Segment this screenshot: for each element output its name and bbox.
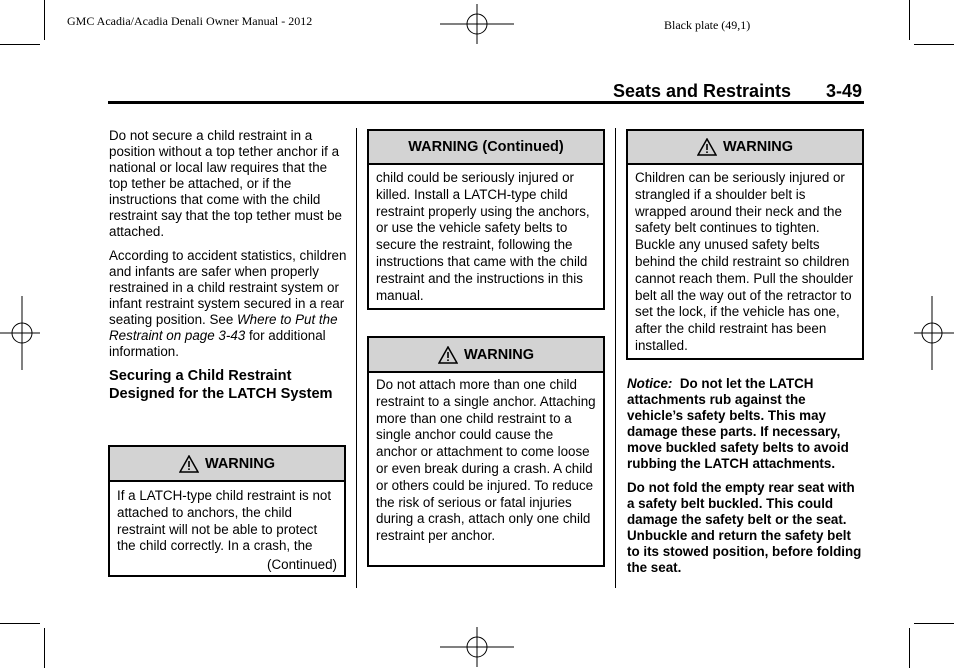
- cross-reference: Where to Put the Restraint on page 3-43: [109, 312, 338, 343]
- header-rule: [108, 101, 864, 104]
- warning-box: [108, 445, 346, 577]
- paragraph-text: for additional information.: [109, 328, 326, 359]
- warning-body: Do not attach more than one child restraint to a single anchor. Attaching more than one child restraint to a single anchor could cause the anchor or attachment to come loose or even break during a crash. A child or others could be injured. To reduce the risk of serious or fatal injuries during a crash, attach only one child restraint per anchor.: [376, 377, 596, 544]
- warning-title: WARNING: [463, 346, 535, 363]
- manual-title: GMC Acadia/Acadia Denali Owner Manual - 2012: [67, 14, 313, 28]
- warning-box: [367, 336, 605, 567]
- paragraph: [109, 248, 349, 360]
- warning-continued-box: [367, 129, 605, 310]
- crosshair-registration-icon: [914, 296, 954, 370]
- notice-section: [627, 376, 863, 584]
- warning-title: WARNING: [204, 455, 276, 472]
- crop-mark: [0, 44, 40, 45]
- warning-header: [110, 447, 344, 482]
- crop-mark: [0, 623, 40, 624]
- warning-header: WARNING (Continued): [369, 131, 603, 165]
- crop-mark: [909, 0, 910, 40]
- notice-label: Notice:: [627, 376, 673, 391]
- warning-triangle-icon: [438, 346, 458, 364]
- warning-body: If a LATCH-type child restraint is not attached to anchors, the child restraint will not be able to protect the child correctly. In a crash, the: [117, 488, 332, 554]
- column-divider: [615, 128, 616, 588]
- notice-text: Do not let the LATCH attachments rub against the vehicle’s safety belts. This may damage these parts. If necessary, move buckled safety belts to avoid rubbing the LATCH attachments.: [627, 376, 849, 471]
- page-number: 3-49: [826, 81, 863, 101]
- crosshair-registration-icon: [440, 627, 514, 667]
- paragraph-text: According to accident statistics, children and infants are safer when properly restrained in a child restraint system or infant restraint system secured in a rear seating position. See: [109, 248, 347, 327]
- warning-body: Children can be seriously injured or strangled if a shoulder belt is wrapped around their neck and the safety belt continues to tighten. Buckle any unused safety belts behind the child restraint so children cannot reach them. Pull the shoulder belt all the way out of the retractor to set the lock, if the vehicle has one, after the child restraint has been installed.: [635, 170, 854, 353]
- warning-body: child could be seriously injured or killed. Install a LATCH-type child restraint properly using the anchors, or use the vehicle safety belts to secure the restraint, following the instructions that came with the child restraint and the instructions in this manual.: [376, 170, 590, 303]
- warning-header: [369, 338, 603, 373]
- crosshair-registration-icon: [0, 296, 40, 370]
- section-title: Seats and Restraints: [613, 81, 792, 101]
- warning-triangle-icon: [179, 455, 199, 473]
- warning-header: [628, 131, 862, 165]
- column-divider: [356, 128, 357, 588]
- notice-paragraph: [627, 376, 863, 472]
- crosshair-registration-icon: [440, 4, 514, 44]
- warning-triangle-icon: [697, 138, 717, 156]
- subheading: Securing a Child Restraint Designed for the LATCH System: [109, 368, 333, 402]
- continued-label: (Continued): [267, 557, 337, 573]
- plate-label: Black plate (49,1): [664, 18, 751, 32]
- crop-mark: [909, 628, 910, 668]
- crop-mark: [914, 623, 954, 624]
- warning-title: WARNING: [722, 139, 794, 155]
- column-1: [109, 128, 349, 413]
- crop-mark: [44, 628, 45, 668]
- paragraph: Do not secure a child restraint in a position without a top tether anchor if a national or local law requires that the top tether be attached, or if the instructions that come with the child restraint say that the top tether must be attached.: [109, 128, 342, 239]
- crop-mark: [44, 0, 45, 40]
- warning-box: [626, 129, 864, 360]
- paragraph: Do not fold the empty rear seat with a safety belt buckled. This could damage the safety belt or the seat. Unbuckle and return the safety belt to its stowed position, before folding the seat.: [627, 480, 862, 575]
- crop-mark: [914, 44, 954, 45]
